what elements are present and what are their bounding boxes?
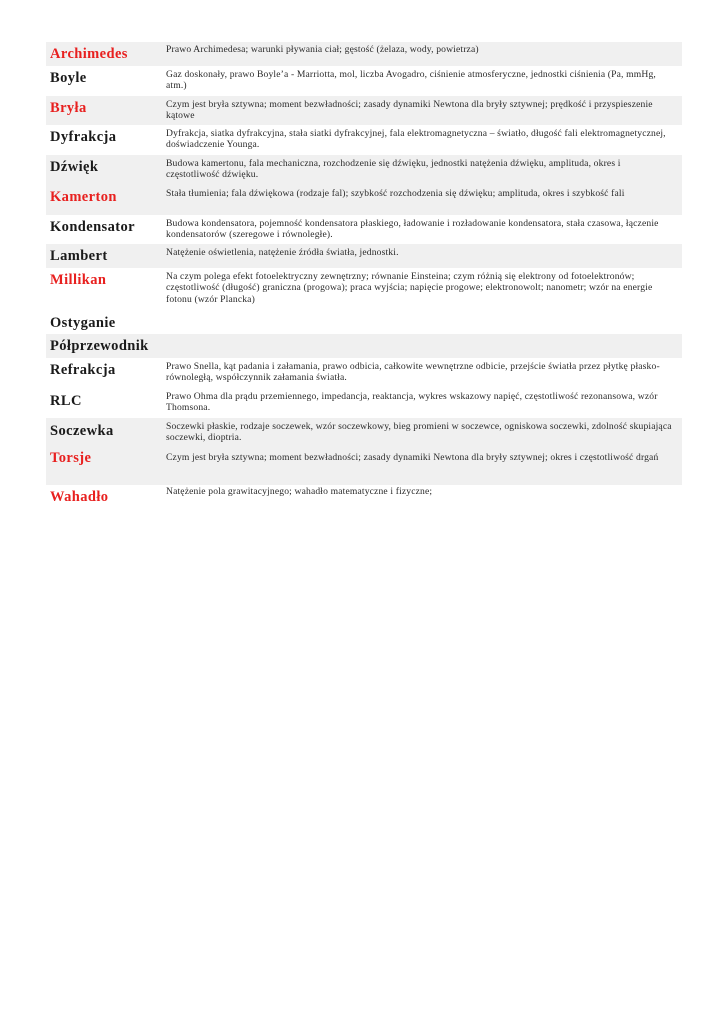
topic-term: Bryła: [50, 100, 87, 116]
table-row: [46, 244, 682, 268]
topic-term: Lambert: [50, 248, 108, 264]
topic-description: Stała tłumienia; fala dźwiękowa (rodzaje fal); szybkość rozchodzenia się dźwięku; amplituda, okres i szybkość fali: [166, 188, 625, 199]
topic-term: Boyle: [50, 70, 87, 86]
table-row: [46, 485, 682, 509]
topic-term: Soczewka: [50, 423, 114, 439]
table-row: [46, 185, 682, 215]
topic-description: Na czym polega efekt fotoelektryczny zewnętrzny; równanie Einsteina; czym różnią się elektrony od fotoelektronów; częstotliwość (długość) graniczna (progowa); praca wyjścia; napięcie progowe; elektronowolt; nanometr; wzór na energie fotonu (wzór Plancka): [166, 271, 653, 305]
topic-description: Soczewki płaskie, rodzaje soczewek, wzór soczewkowy, bieg promieni w soczewce, ogniskowa soczewki, zdolność skupiająca soczewki, dioptria.: [166, 421, 672, 444]
table-row: [46, 125, 682, 155]
table-row: [46, 418, 682, 447]
topic-description: Budowa kamertonu, fala mechaniczna, rozchodzenie się dźwięku, jednostki natężenia dźwięku, amplituda, okres i częstotliwość dźwięku.: [166, 158, 621, 181]
topic-term: Refrakcja: [50, 362, 116, 378]
topic-term: Torsje: [50, 450, 92, 466]
table-row: [46, 42, 682, 66]
topic-description: Czym jest bryła sztywna; moment bezwładności; zasady dynamiki Newtona dla bryły sztywnej; prędkość i przyspieszenie kątowe: [166, 99, 653, 122]
topic-description: Prawo Ohma dla prądu przemiennego, impedancja, reaktancja, wykres wskazowy napięć, częstotliwość rezonansowa, wzór Thomsona.: [166, 391, 658, 414]
table-row: [46, 447, 682, 485]
topic-description: Dyfrakcja, siatka dyfrakcyjna, stała siatki dyfrakcyjnej, fala elektromagnetyczna – światło, długość fali elektromagnetycznej, doświadczenie Younga.: [166, 128, 666, 151]
topic-description: Natężenie pola grawitacyjnego; wahadło matematyczne i fizyczne;: [166, 486, 433, 497]
topic-description: Czym jest bryła sztywna; moment bezwładności; zasady dynamiki Newtona dla bryły sztywnej; okres i częstotliwość drgań: [166, 452, 659, 463]
topic-description: Gaz doskonały, prawo Boyle’a - Marriotta, mol, liczba Avogadro, ciśnienie atmosferyczne, jednostki ciśnienia (Pa, mmHg, atm.): [166, 69, 656, 92]
topic-table: [46, 42, 682, 509]
table-row: [46, 358, 682, 388]
table-row: [46, 155, 682, 185]
topic-description: Prawo Snella, kąt padania i załamania, prawo odbicia, całkowite wewnętrzne odbicie, przejście światła przez płytkę płasko-równoległą, współczynnik załamania światła.: [166, 361, 660, 384]
table-row: [46, 309, 682, 334]
topic-term: Kondensator: [50, 219, 135, 235]
table-row: [46, 215, 682, 244]
topic-description: Budowa kondensatora, pojemność kondensatora płaskiego, ładowanie i rozładowanie kondensatora, stała czasowa, łączenie kondensatorów (szeregowe i równoległe).: [166, 218, 659, 241]
table-row: [46, 268, 682, 309]
topic-description: Natężenie oświetlenia, natężenie źródła światła, jednostki.: [166, 247, 399, 258]
topic-term: Millikan: [50, 272, 107, 288]
topic-term: RLC: [50, 393, 82, 409]
topic-term: Kamerton: [50, 189, 117, 205]
table-row: [46, 388, 682, 418]
topic-term: Półprzewodnik: [50, 338, 149, 354]
table-row: [46, 334, 682, 358]
topic-term: Archimedes: [50, 46, 128, 62]
topic-term: Ostyganie: [50, 315, 116, 331]
topic-term: Dyfrakcja: [50, 129, 117, 145]
topic-term: Wahadło: [50, 489, 109, 505]
table-row: [46, 96, 682, 125]
topic-term: Dźwięk: [50, 159, 99, 175]
table-row: [46, 66, 682, 96]
topic-description: Prawo Archimedesa; warunki pływania ciał; gęstość (żelaza, wody, powietrza): [166, 44, 479, 55]
